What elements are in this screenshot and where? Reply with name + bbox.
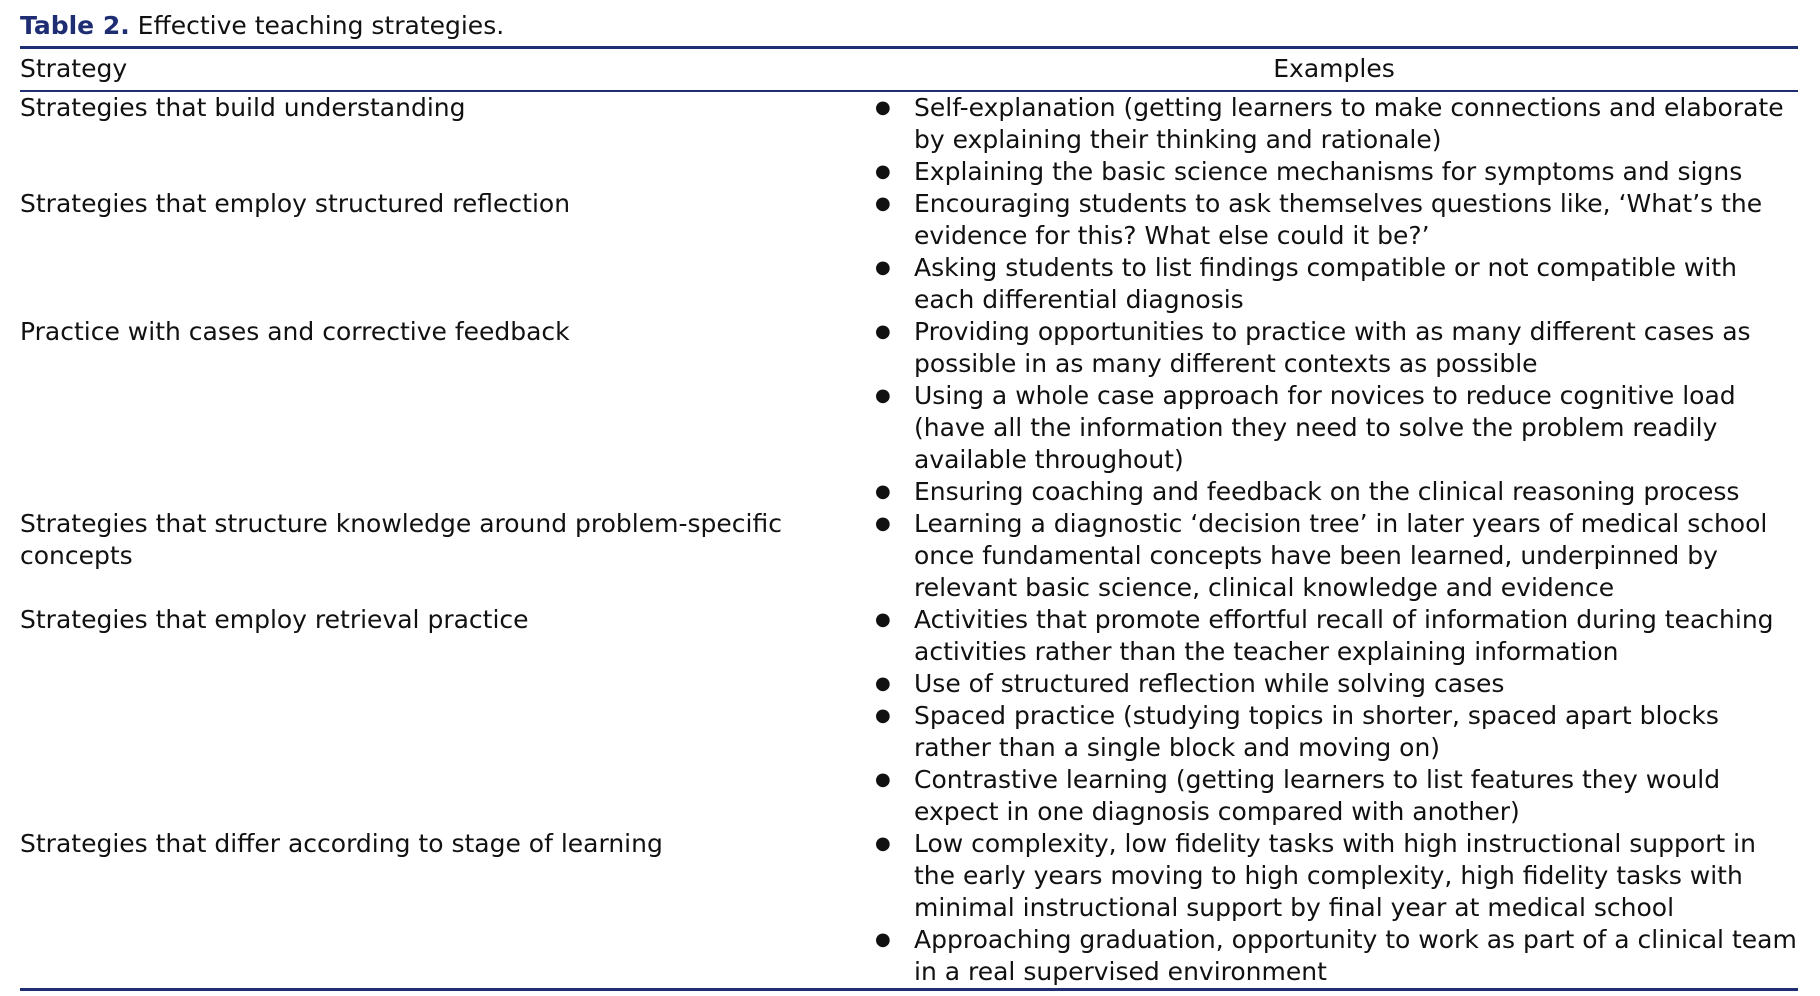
- strategy-cell: Strategies that employ retrieval practice: [20, 605, 529, 634]
- example-item: ● Using a whole case approach for novices to reduce cognitive load (have all the information they need to solve the problem readily available throughout): [870, 380, 1798, 476]
- table-row: [20, 604, 1798, 828]
- example-item: ● Providing opportunities to practice with as many different cases as possible in as many different contexts as possible: [870, 316, 1798, 380]
- examples-list: [870, 508, 1798, 604]
- table-label: Table 2.: [20, 11, 130, 40]
- table-row: [20, 188, 1798, 316]
- examples-cell: [870, 316, 1798, 508]
- example-item: ● Explaining the basic science mechanisms for symptoms and signs: [870, 156, 1798, 188]
- example-item: ● Use of structured reflection while solving cases: [870, 668, 1798, 700]
- example-item: ● Low complexity, low fidelity tasks with high instructional support in the early years moving to high complexity, high fidelity tasks with minimal instructional support by final year at medical school: [870, 828, 1798, 924]
- table-body: [20, 92, 1798, 988]
- table-row: [20, 508, 1798, 604]
- examples-cell: [870, 92, 1798, 188]
- examples-list: [870, 604, 1798, 828]
- examples-cell: [870, 508, 1798, 604]
- table-title: Effective teaching strategies.: [137, 11, 505, 40]
- strategy-cell: Strategies that differ according to stage of learning: [20, 829, 663, 858]
- examples-cell: [870, 828, 1798, 988]
- examples-list: [870, 828, 1798, 988]
- example-item: ● Self-explanation (getting learners to make connections and elaborate by explaining their thinking and rationale): [870, 92, 1798, 156]
- strategy-cell: Strategies that structure knowledge around problem-specific concepts: [20, 509, 782, 570]
- table-row: [20, 92, 1798, 188]
- example-item: ● Contrastive learning (getting learners to list features they would expect in one diagnosis compared with another): [870, 764, 1798, 828]
- strategies-table: [20, 49, 1798, 90]
- strategy-cell: Practice with cases and corrective feedback: [20, 317, 570, 346]
- strategy-cell: Strategies that employ structured reflection: [20, 189, 571, 218]
- example-item: ● Asking students to list findings compatible or not compatible with each differential diagnosis: [870, 252, 1798, 316]
- table-header: [20, 49, 1798, 90]
- examples-cell: [870, 604, 1798, 828]
- example-item: ● Encouraging students to ask themselves questions like, ‘What’s the evidence for this? What else could it be?’: [870, 188, 1798, 252]
- bottom-rule: [20, 988, 1798, 991]
- example-item: ● Ensuring coaching and feedback on the clinical reasoning process: [870, 476, 1798, 508]
- examples-list: [870, 316, 1798, 508]
- examples-list: [870, 92, 1798, 188]
- example-item: ● Activities that promote effortful recall of information during teaching activities rather than the teacher explaining information: [870, 604, 1798, 668]
- column-header-examples: Examples: [1273, 54, 1395, 83]
- example-item: ● Approaching graduation, opportunity to work as part of a clinical team in a real supervised environment: [870, 924, 1798, 988]
- examples-list: [870, 188, 1798, 316]
- strategy-cell: Strategies that build understanding: [20, 93, 466, 122]
- example-item: ● Learning a diagnostic ‘decision tree’ in later years of medical school once fundamental concepts have been learned, underpinned by relevant basic science, clinical knowledge and evidence: [870, 508, 1798, 604]
- example-item: ● Spaced practice (studying topics in shorter, spaced apart blocks rather than a single block and moving on): [870, 700, 1798, 764]
- strategies-table-body: [20, 92, 1798, 988]
- table-caption: [20, 10, 1798, 42]
- column-header-strategy: Strategy: [20, 54, 128, 83]
- header-row: [20, 49, 1798, 90]
- table-row: [20, 316, 1798, 508]
- table-row: [20, 828, 1798, 988]
- examples-cell: [870, 188, 1798, 316]
